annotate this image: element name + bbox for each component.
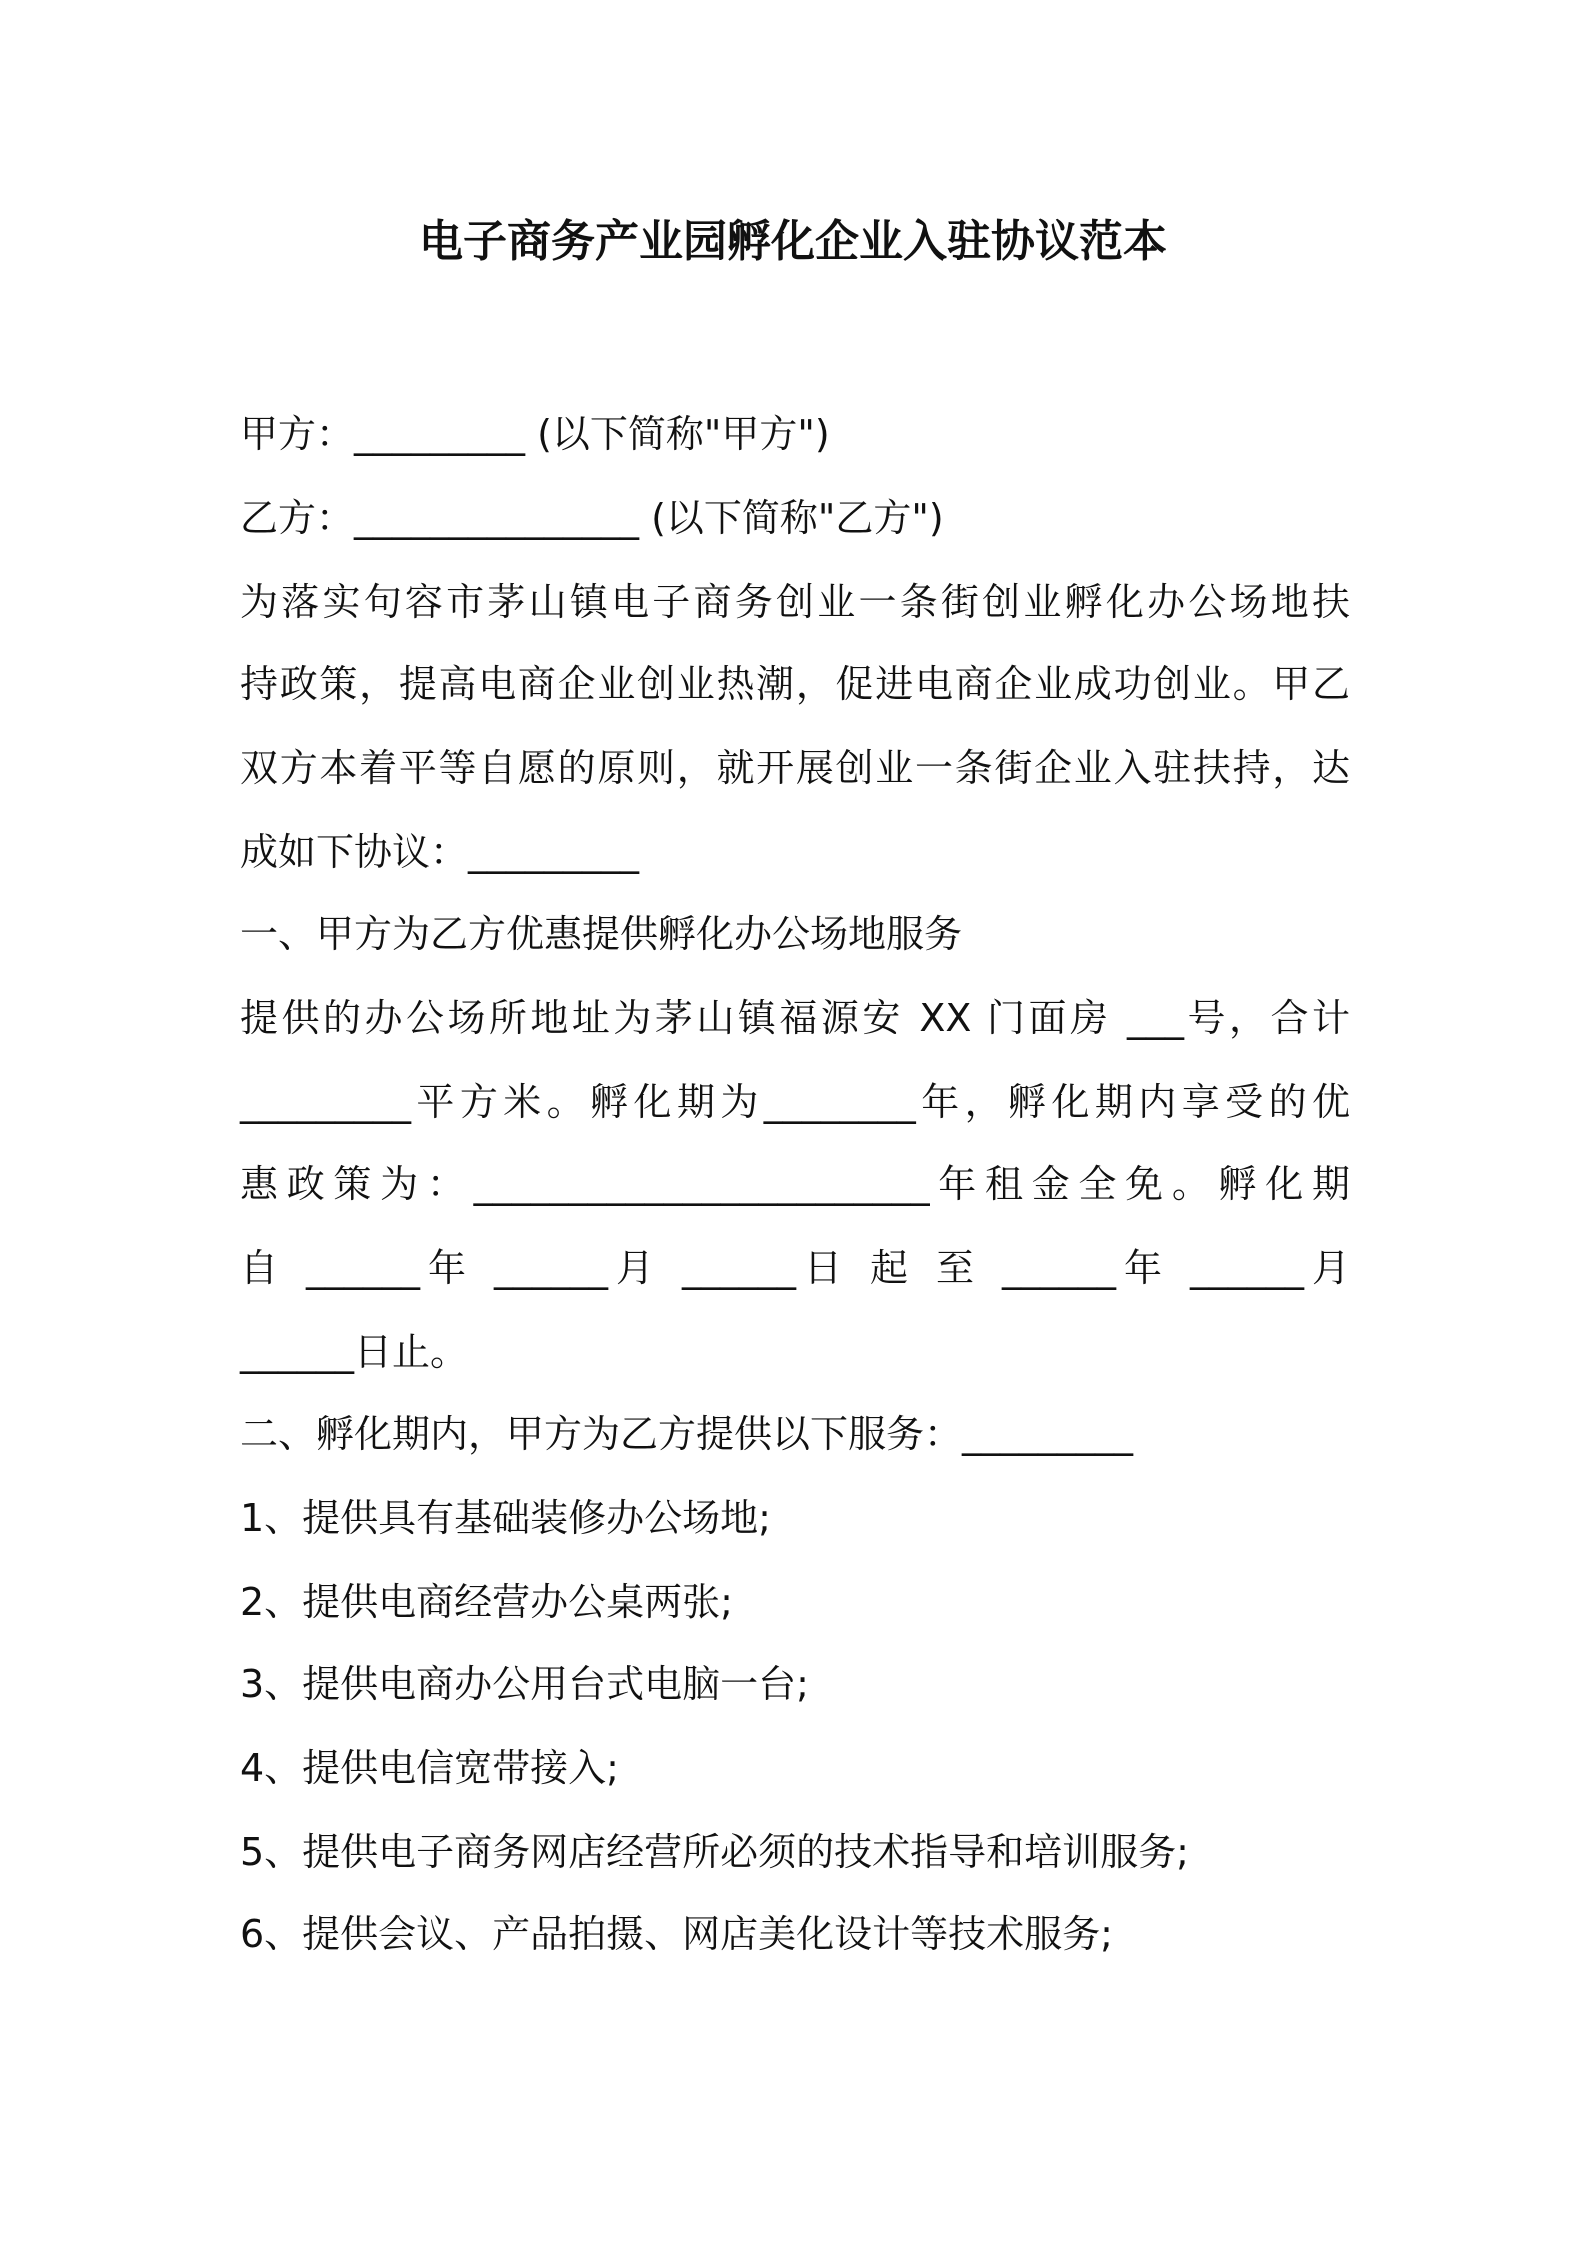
section-1-line-3: 惠政策为：________________________年租金全免。孵化期 bbox=[240, 1162, 1350, 1206]
preamble-line-1: 为落实句容市茅山镇电子商务创业一条街创业孵化办公场地扶 bbox=[240, 580, 1350, 624]
list-item-6: 6、提供会议、产品拍摄、网店美化设计等技术服务; bbox=[240, 1912, 1113, 1956]
list-item-2: 2、提供电商经营办公桌两张; bbox=[240, 1580, 733, 1624]
party-b-line: 乙方：_______________ (以下简称"乙方") bbox=[240, 496, 944, 540]
list-item-5: 5、提供电子商务网店经营所必须的技术指导和培训服务; bbox=[240, 1830, 1189, 1874]
preamble-line-2: 持政策，提高电商企业创业热潮，促进电商企业成功创业。甲乙 bbox=[240, 662, 1350, 706]
section-1-line-4: 自 ______年 ______月 ______日 起 至 ______年 ______月 bbox=[240, 1246, 1350, 1290]
list-item-4: 4、提供电信宽带接入; bbox=[240, 1746, 619, 1790]
section-2-heading: 二、孵化期内，甲方为乙方提供以下服务：_________ bbox=[240, 1412, 1134, 1456]
section-1-line-1: 提供的办公场所地址为茅山镇福源安 XX 门面房 ___号，合计 bbox=[240, 996, 1350, 1040]
section-1-line-2: _________平方米。孵化期为________年，孵化期内享受的优 bbox=[240, 1080, 1350, 1124]
section-1-line-5: ______日止。 bbox=[240, 1330, 469, 1374]
list-item-1: 1、提供具有基础装修办公场地; bbox=[240, 1496, 771, 1540]
list-item-3: 3、提供电商办公用台式电脑一台; bbox=[240, 1662, 809, 1706]
section-1-heading: 一、甲方为乙方优惠提供孵化办公场地服务 bbox=[240, 912, 963, 956]
preamble-line-3: 双方本着平等自愿的原则，就开展创业一条街企业入驻扶持，达 bbox=[240, 746, 1350, 790]
preamble-line-4: 成如下协议：_________ bbox=[240, 830, 640, 874]
party-a-line: 甲方：_________ (以下简称"甲方") bbox=[240, 412, 830, 456]
document-title: 电子商务产业园孵化企业入驻协议范本 bbox=[419, 216, 1167, 267]
